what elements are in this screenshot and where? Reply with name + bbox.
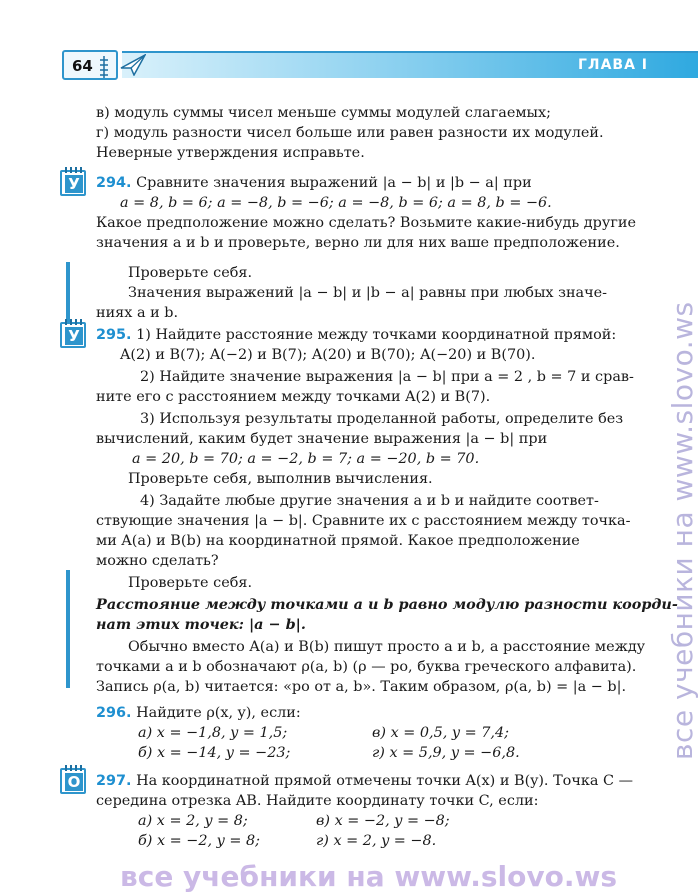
vertical-watermark: все учебники на www.slovo.ws <box>666 301 699 760</box>
text-line: 2) Найдите значение выражения |a − b| при a = 2 , b = 7 и срав- <box>140 369 634 385</box>
text-line: б) x = −2, y = 8; <box>138 833 260 849</box>
text-line: точками a и b обозначают ρ(a, b) (ρ — ро, буква греческого алфавита). <box>96 659 637 675</box>
text-line: в) модуль суммы чисел меньше суммы модулей слагаемых; <box>96 105 551 121</box>
text-line: можно сделать? <box>96 553 219 569</box>
page-number: 64 <box>72 57 93 75</box>
spiral-binding-icon <box>99 56 109 78</box>
text-line: a = 8, b = 6; a = −8, b = −6; a = −8, b = 6; a = 8, b = −6. <box>120 195 552 211</box>
text-line: г) x = 5,9, y = −6,8. <box>372 745 520 761</box>
badge-spiral <box>65 167 83 173</box>
text: 1) Найдите расстояние между точками координатной прямой: <box>136 327 617 343</box>
text-line: б) x = −14, y = −23; <box>138 745 291 761</box>
badge-letter: О <box>65 773 83 791</box>
text-line: 3) Используя результаты проделанной работы, определите без <box>140 411 624 427</box>
problem-number: 296. <box>96 705 132 721</box>
text-line: ми A(a) и B(b) на координатной прямой. Какое предположение <box>96 533 580 549</box>
text-line: ствующие значения |a − b|. Сравните их с расстоянием между точка- <box>96 513 631 529</box>
problem-294-first-line <box>96 174 532 192</box>
text-line: вычислений, каким будет значение выражения |a − b| при <box>96 431 548 447</box>
text-line: в) x = 0,5, y = 7,4; <box>372 725 509 741</box>
text-line: ните его с расстоянием между точками A(2) и B(7). <box>96 389 491 405</box>
badge-u-294 <box>60 170 86 196</box>
text-line: ниях a и b. <box>96 305 179 321</box>
problem-295-first-line <box>96 326 616 344</box>
text-line: Какое предположение можно сделать? Возьмите какие-нибудь другие <box>96 215 636 231</box>
badge-spiral <box>65 319 83 325</box>
problem-number: 294. <box>96 175 132 191</box>
text: Найдите ρ(x, y), если: <box>136 705 301 721</box>
problem-296-first-line <box>96 704 301 722</box>
problem-297-first-line <box>96 772 633 790</box>
problem-number: 295. <box>96 327 132 343</box>
text-line: а) x = 2, y = 8; <box>138 813 248 829</box>
badge-u-295 <box>60 322 86 348</box>
badge-letter: У <box>65 175 83 193</box>
text-line: г) модуль разности чисел больше или равен разности их модулей. <box>96 125 604 141</box>
text-line: Проверьте себя. <box>128 575 253 591</box>
check-yourself-bar <box>66 570 70 688</box>
text-line: середина отрезка AB. Найдите координату точки C, если: <box>96 793 539 809</box>
text-line: Проверьте себя. <box>128 265 253 281</box>
bottom-watermark: все учебники на www.slovo.ws <box>120 860 617 893</box>
chapter-title: ГЛАВА I <box>578 57 648 73</box>
text-line: г) x = 2, y = −8. <box>316 833 437 849</box>
text-line: A(2) и B(7); A(−2) и B(7); A(20) и B(70); A(−20) и B(70). <box>120 347 536 363</box>
text-line: а) x = −1,8, y = 1,5; <box>138 725 288 741</box>
badge-spiral <box>65 765 83 771</box>
text-line: Неверные утверждения исправьте. <box>96 145 365 161</box>
text-line: a = 20, b = 70; a = −2, b = 7; a = −20, b = 70. <box>132 451 480 467</box>
paper-plane-icon <box>120 54 146 76</box>
text-line: Расстояние между точками a и b равно модулю разности коорди- <box>96 596 678 613</box>
text-line: Обычно вместо A(a) и B(b) пишут просто a и b, а расстояние между <box>128 639 646 655</box>
text: На координатной прямой отмечены точки A(x) и B(y). Точка C — <box>136 773 633 789</box>
text-line: Запись ρ(a, b) читается: «ро от a, b». Таким образом, ρ(a, b) = |a − b|. <box>96 679 627 695</box>
text-line: значения a и b и проверьте, верно ли для них ваше предположение. <box>96 235 620 251</box>
page-number-box <box>62 50 118 80</box>
text: Сравните значения выражений |a − b| и |b − a| при <box>136 175 532 191</box>
badge-o-297 <box>60 768 86 794</box>
text-line: в) x = −2, y = −8; <box>316 813 450 829</box>
text-line: Значения выражений |a − b| и |b − a| равны при любых значе- <box>128 285 608 301</box>
badge-letter: У <box>65 327 83 345</box>
problem-number: 297. <box>96 773 132 789</box>
text-line: нат этих точек: |a − b|. <box>96 616 306 633</box>
check-yourself-bar <box>66 262 70 322</box>
text-line: Проверьте себя, выполнив вычисления. <box>128 471 433 487</box>
page-header <box>62 50 652 80</box>
text-line: 4) Задайте любые другие значения a и b и найдите соответ- <box>140 493 599 509</box>
